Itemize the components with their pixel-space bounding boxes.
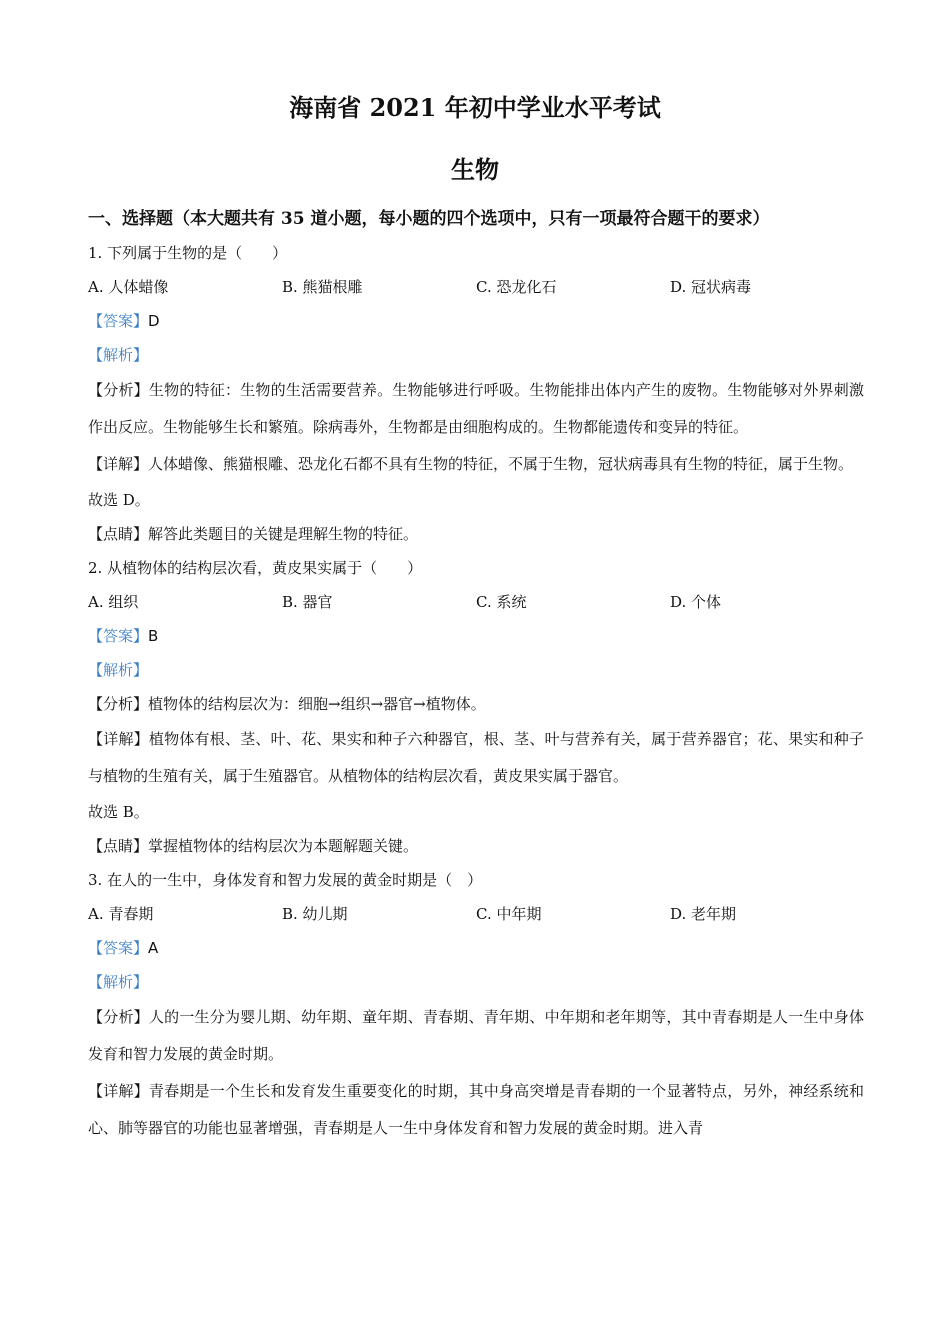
option-a: A. 青春期 [88,905,154,923]
answer-value: D [148,312,160,330]
answer-line [88,304,864,338]
option-a: A. 组织 [88,593,139,611]
analysis-fenxi: 【分析】植物体的结构层次为：细胞→组织→器官→植物体。 [88,695,486,713]
analysis-tag: 【解析】 [88,661,149,679]
conclusion: 故选 B。 [88,803,149,821]
option-c: C. 系统 [476,593,527,611]
option-c: C. 恐龙化石 [476,278,557,296]
analysis-xiangjie: 【详解】青春期是一个生长和发育发生重要变化的时期，其中身高突增是青春期的一个显著特点，另外，神经系统和心、肺等器官的功能也显著增强，青春期是人一生中身体发育和智力发展的黄金时期。进入青 [88,1082,864,1137]
question-1-stem: 1. 下列属于生物的是（ ） [88,244,288,262]
question-3-stem: 3. 在人的一生中，身体发育和智力发展的黄金时期是（ ） [88,871,483,889]
option-b: B. 幼儿期 [282,905,348,923]
subject-title: 生物 [451,155,499,184]
exam-title: 海南省 2021 年初中学业水平考试 [289,93,661,122]
answer-line [88,619,864,653]
answer-tag: 【答案】 [88,939,149,957]
option-a: A. 人体蜡像 [88,278,169,296]
answer-value: A [148,939,159,957]
questions-body [88,236,864,1147]
question-3-options [88,897,864,931]
analysis-tag: 【解析】 [88,973,149,991]
dianjing: 【点睛】解答此类题目的关键是理解生物的特征。 [88,525,419,543]
option-d: D. 老年期 [670,905,737,923]
option-b: B. 器官 [282,593,333,611]
analysis-fenxi: 【分析】生物的特征：生物的生活需要营养。生物能够进行呼吸。生物能排出体内产生的废物。生物能够对外界刺激作出反应。生物能够生长和繁殖。除病毒外，生物都是由细胞构成的。生物都能遗传和变异的特征。 [88,381,864,436]
option-d: D. 个体 [670,593,722,611]
answer-value: B [148,627,159,645]
conclusion: 故选 D。 [88,491,150,509]
analysis-fenxi: 【分析】人的一生分为婴儿期、幼年期、童年期、青春期、青年期、中年期和老年期等，其中青春期是人一生中身体发育和智力发展的黄金时期。 [88,1008,864,1063]
answer-tag: 【答案】 [88,627,149,645]
question-2-options [88,585,864,619]
analysis-xiangjie: 【详解】人体蜡像、熊猫根雕、恐龙化石都不具有生物的特征，不属于生物，冠状病毒具有生物的特征，属于生物。 [88,455,854,473]
dianjing: 【点睛】掌握植物体的结构层次为本题解题关键。 [88,837,419,855]
analysis-tag: 【解析】 [88,346,149,364]
option-b: B. 熊猫根雕 [282,278,363,296]
question-2-stem: 2. 从植物体的结构层次看，黄皮果实属于（ ） [88,559,423,577]
answer-tag: 【答案】 [88,312,149,330]
option-c: C. 中年期 [476,905,542,923]
question-1-options [88,270,864,304]
section-heading: 一、选择题（本大题共有 35 道小题，每小题的四个选项中，只有一项最符合题干的要求） [88,209,770,229]
answer-line [88,931,864,965]
analysis-xiangjie: 【详解】植物体有根、茎、叶、花、果实和种子六种器官，根、茎、叶与营养有关，属于营养器官；花、果实和种子与植物的生殖有关，属于生殖器官。从植物体的结构层次看，黄皮果实属于器官。 [88,730,864,785]
option-d: D. 冠状病毒 [670,278,752,296]
